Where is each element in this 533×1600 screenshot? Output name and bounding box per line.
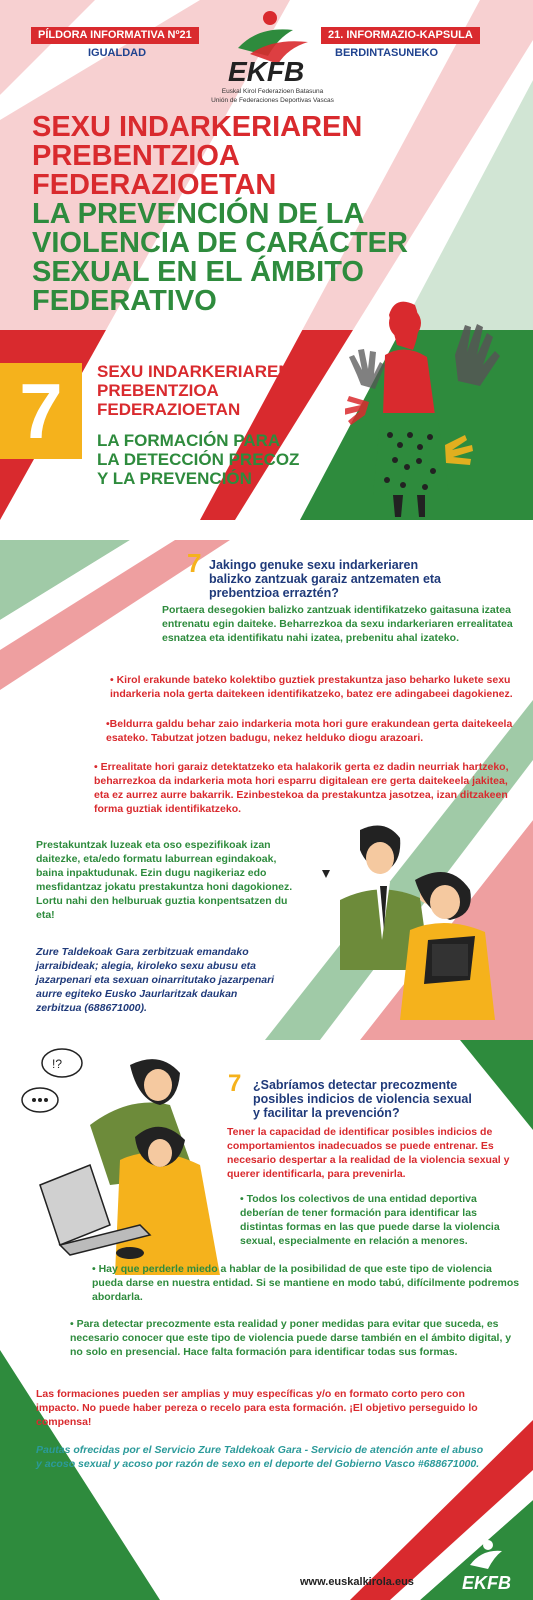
title-eu-line-3: FEDERAZIOETAN [32, 169, 277, 201]
logo-line-2: Unión de Federaciones Deportivas Vascas [211, 97, 334, 104]
chapter-number-block [0, 363, 82, 459]
eu-question [209, 558, 519, 600]
header-left-sub: IGUALDAD [88, 47, 147, 59]
couple-illustration [300, 820, 520, 1030]
eu-bullet-1: • Kirol erakunde bateko kolektibo guztiek prestakuntza jaso beharko lukete sexu indarkeria nola gerta daitekeen identifikatzeko, batez ere adingabeei dagokienez. [110, 674, 513, 700]
title-es-line-3: SEXUAL EN EL ÁMBITO [32, 256, 364, 288]
eu-bullet-2: •Beldurra galdu behar zaio indarkeria mota hori gure erakundean gerta daitekeela esateko. Tabutzat jotzen badugu, nekez helduko diogu arazoari. [106, 718, 513, 744]
header-left-tag: PÍLDORA INFORMATIVA Nº21 [31, 27, 199, 44]
es-question-line-2: posibles indicios de violencia sexual [253, 1092, 472, 1106]
chapter-es-line-3: Y LA PREVENCIÓN [97, 469, 252, 488]
footer-website-link[interactable]: www.euskalkirola.eus [300, 1576, 414, 1588]
chapter-eu-line-1: SEXU INDARKERIAREN [97, 362, 291, 381]
eu-question-line-1: Jakingo genuke sexu indarkeriaren [209, 558, 419, 572]
header-right-sub: BERDINTASUNEKO [335, 47, 439, 59]
title-es-line-1: LA PREVENCIÓN DE LA [32, 198, 365, 230]
title-es-line-2: VIOLENCIA DE CARÁCTER [32, 227, 408, 259]
footer-logo-wordmark: EKFB [462, 1573, 511, 1593]
chapter-es-line-2: LA DETECCIÓN PRECOZ [97, 450, 300, 469]
woman-silhouette-illustration [345, 295, 520, 520]
chapter-eu-line-2: PREBENTZIOA [97, 381, 219, 400]
es-question-line-3: y facilitar la prevención? [253, 1106, 400, 1120]
eu-section-number: 7 [187, 548, 202, 578]
eu-service: Zure Taldekoak Gara zerbitzuak emandako jarraibideak; alegia, kiroleko sexu abusu eta jazarpenari eta sexuan oinarritutako jazarpenari aurre egiteko Eusko Jaurlaritzak daukan zerbitzua (688671000). [36, 946, 275, 1014]
es-bullet-1: • Todos los colectivos de una entidad deportiva deberían de tener formación para identificar las distintas formas en las que puede darse la violencia sexual, especialmente en relación a menores. [240, 1193, 500, 1247]
es-question [253, 1078, 523, 1120]
es-question-line-1: ¿Sabríamos detectar precozmente [253, 1078, 458, 1092]
es-service: Pautas ofrecidas por el Servicio Zure Taldekoak Gara - Servicio de atención ante el abuso y acoso sexual y acoso por razón de sexo en el deporte del Gobierno Vasco #688671000. [36, 1444, 484, 1470]
eu-question-line-2: balizko zantzuak garaiz antzematen eta [209, 572, 442, 586]
title-eu-line-2: PREBENTZIOA [32, 140, 240, 172]
logo-line-1: Euskal Kirol Federazioen Batasuna [221, 88, 324, 95]
eu-intro: Portaera desegokien balizko zantzuak identifikatzeko gaitasuna izatea entrenatu egin daiteke. Beharrezkoa da sexu indarkeriaren errealitatea esnatzea eta identifikatu nahi izatea, prebenitu ahal izateko. [162, 604, 513, 644]
chapter-eu-line-3: FEDERAZIOETAN [97, 400, 241, 419]
footer-logo-figure-icon [452, 1537, 522, 1577]
chapter-es-line-1: LA FORMACIÓN PARA [97, 431, 281, 450]
chapter-number: 7 [19, 367, 63, 455]
eu-bullet-3: • Errealitate hori garaiz detektatzeko eta halakorik gerta ez dadin neurriak hartzeko, beharrezkoa da indarkeria mota hori esparru digitalean ere gerta daitekeela jakitea, eta ez aurrez aurre bakarrik. Ezinbestekoa da prestakuntza jasotzea, izan ditzakeen forma guztiak identifikatzeko. [94, 761, 509, 815]
es-section-number: 7 [228, 1070, 242, 1097]
eu-question-line-3: prebentzioa erraztén? [209, 586, 339, 600]
main-title [32, 113, 408, 316]
ekfb-logo [198, 8, 343, 108]
speech-bubble-text: !? [52, 1057, 63, 1071]
header-right-tag: 21. INFORMAZIO-KAPSULA [321, 27, 480, 44]
title-es-line-4: FEDERATIVO [32, 285, 217, 317]
footer-logo [452, 1537, 522, 1597]
es-bullet-2: • Hay que perderle miedo a hablar de la posibilidad de que este tipo de violencia pueda darse en nuestra entidad. Si se mantiene en modo tabú, difícilmente podremos abordarla. [92, 1263, 520, 1303]
logo-wordmark: EKFB [228, 56, 305, 87]
es-intro: Tener la capacidad de identificar posibles indicios de comportamientos inadecuados se puede entrenar. Es necesario despertar a la realidad de la violencia sexual y querer identificarla, para prevenirla. [227, 1126, 510, 1180]
desk-illustration [20, 1045, 255, 1285]
chapter-title [97, 362, 299, 488]
title-eu-line-1: SEXU INDARKERIAREN [32, 111, 363, 143]
es-bullet-3: • Para detectar precozmente esta realidad y poner medidas para evitar que suceda, es necesario conocer que este tipo de violencia puede darse también en el ámbito digital, y no solo en presencial. Hace falta formación para identificar todas sus formas. [70, 1318, 512, 1358]
eu-training: Prestakuntzak luzeak eta oso espezifikoak izan daitezke, eta/edo formatu laburrean egindakoak, baina inpaktudunak. Ezin dugu nagikeriaz edo mesfidantzaz jokatu prestakuntza honi dagokionez. Lortu nahi den helburuak guztia konpentsatzen du eta! [36, 839, 293, 921]
es-training: Las formaciones pueden ser amplias y muy específicas y/o en formato corto pero con impacto. No puede haber pereza o recelo para esta formación. ¡El objetivo perseguido lo compensa! [36, 1388, 478, 1428]
